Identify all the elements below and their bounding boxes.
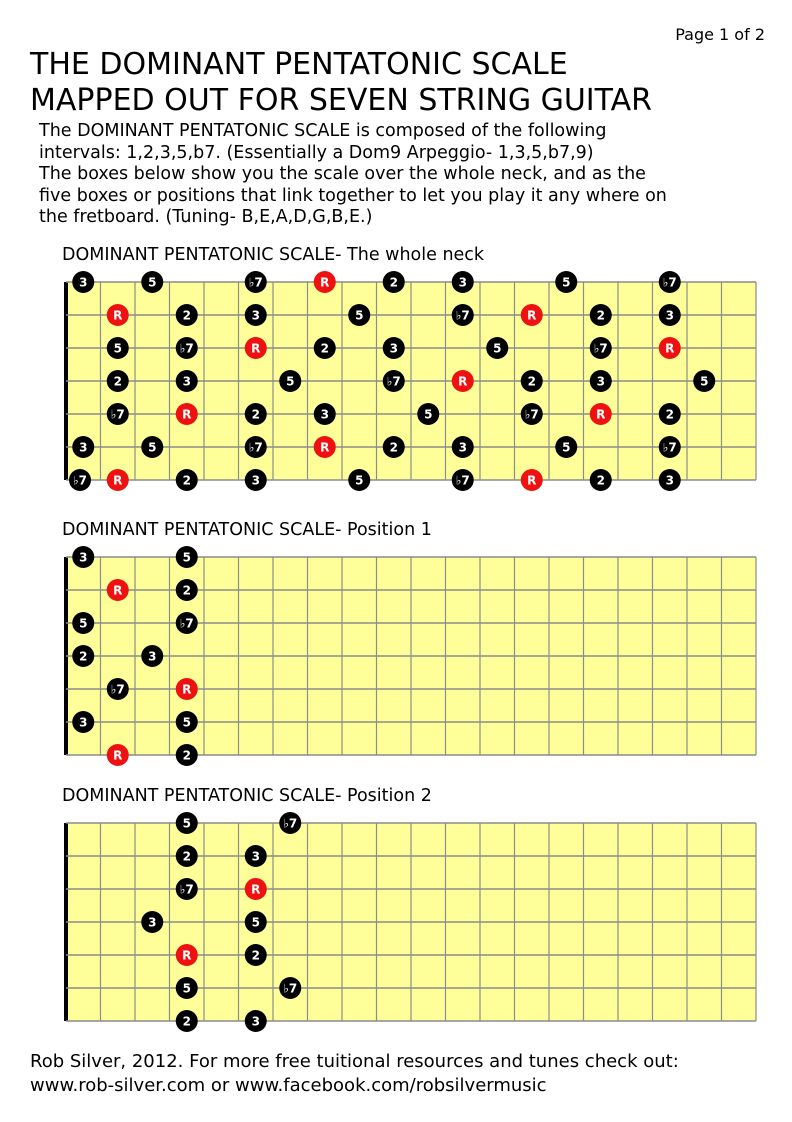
scale-note-dot — [279, 812, 301, 834]
scale-note-dot — [555, 271, 577, 293]
scale-note-dot — [72, 612, 94, 634]
intro-line-1: The DOMINANT PENTATONIC SCALE is composed of the following — [39, 121, 607, 141]
note-label: R — [527, 308, 537, 323]
root-note-dot — [107, 469, 129, 491]
note-label: ♭7 — [179, 341, 194, 356]
note-label: 2 — [113, 374, 122, 389]
note-label: R — [251, 882, 261, 897]
note-label: 5 — [79, 616, 88, 631]
root-note-dot — [107, 579, 129, 601]
scale-note-dot — [141, 436, 163, 458]
root-note-dot — [176, 944, 198, 966]
scale-note-dot — [69, 469, 91, 491]
scale-note-dot — [176, 337, 198, 359]
note-label: ♭7 — [386, 374, 401, 389]
scale-note-dot — [279, 370, 301, 392]
note-label: 5 — [113, 341, 122, 356]
scale-note-dot — [521, 403, 543, 425]
note-label: 2 — [182, 308, 191, 323]
scale-note-dot — [383, 370, 405, 392]
note-label: 3 — [251, 1014, 260, 1029]
note-label: 3 — [251, 849, 260, 864]
note-label: 3 — [596, 374, 605, 389]
note-label: 2 — [251, 407, 260, 422]
scale-note-dot — [555, 436, 577, 458]
note-label: 5 — [562, 440, 571, 455]
note-label: 3 — [79, 275, 88, 290]
note-label: 5 — [148, 440, 157, 455]
note-label: ♭7 — [110, 682, 125, 697]
intro-line-3: The boxes below show you the scale over the whole neck, and as the — [39, 164, 646, 184]
note-label: 2 — [182, 473, 191, 488]
note-label: 5 — [148, 275, 157, 290]
note-label: 5 — [251, 915, 260, 930]
scale-note-dot — [72, 271, 94, 293]
root-note-dot — [314, 436, 336, 458]
scale-note-dot — [348, 304, 370, 326]
root-note-dot — [314, 271, 336, 293]
note-label: R — [596, 407, 606, 422]
scale-note-dot — [72, 436, 94, 458]
note-label: 3 — [251, 308, 260, 323]
scale-note-dot — [314, 337, 336, 359]
footer — [30, 1050, 679, 1098]
note-label: 3 — [251, 473, 260, 488]
scale-note-dot — [383, 271, 405, 293]
note-label: R — [251, 341, 261, 356]
title-line-2: MAPPED OUT FOR SEVEN STRING GUITAR — [30, 83, 653, 118]
scale-note-dot — [245, 271, 267, 293]
note-label: R — [113, 308, 123, 323]
note-label: 3 — [148, 915, 157, 930]
footer-line-1: Rob Silver, 2012. For more free tuitional resources and tunes check out: — [30, 1051, 679, 1072]
note-label: 5 — [182, 816, 191, 831]
scale-note-dot — [176, 612, 198, 634]
note-label: 2 — [79, 649, 88, 664]
root-note-dot — [659, 337, 681, 359]
scale-note-dot — [452, 436, 474, 458]
note-label: 2 — [596, 308, 605, 323]
note-label: 5 — [182, 981, 191, 996]
note-label: ♭7 — [283, 981, 298, 996]
scale-note-dot — [176, 977, 198, 999]
scale-note-dot — [176, 812, 198, 834]
scale-note-dot — [72, 645, 94, 667]
scale-note-dot — [245, 403, 267, 425]
scale-note-dot — [383, 436, 405, 458]
scale-note-dot — [176, 469, 198, 491]
note-label: 3 — [320, 407, 329, 422]
note-label: R — [320, 440, 330, 455]
scale-note-dot — [693, 370, 715, 392]
root-note-dot — [521, 304, 543, 326]
fretboard-position-2 — [64, 803, 764, 1043]
note-label: 5 — [424, 407, 433, 422]
root-note-dot — [521, 469, 543, 491]
intro-line-4: five boxes or positions that link together to let you play it any where on — [39, 185, 667, 206]
note-label: 3 — [389, 341, 398, 356]
scale-note-dot — [107, 403, 129, 425]
scale-note-dot — [72, 711, 94, 733]
note-label: 5 — [182, 550, 191, 565]
diagram-title-position-2: DOMINANT PENTATONIC SCALE- Position 2 — [62, 786, 432, 806]
scale-note-dot — [279, 977, 301, 999]
note-label: 3 — [182, 374, 191, 389]
note-label: 3 — [79, 550, 88, 565]
scale-note-dot — [176, 744, 198, 766]
scale-note-dot — [141, 645, 163, 667]
scale-note-dot — [245, 845, 267, 867]
scale-note-dot — [245, 911, 267, 933]
page-number: Page 1 of 2 — [675, 25, 765, 44]
note-label: 5 — [700, 374, 709, 389]
scale-note-dot — [176, 878, 198, 900]
note-label: 3 — [148, 649, 157, 664]
scale-note-dot — [176, 1010, 198, 1032]
note-label: 3 — [458, 275, 467, 290]
note-label: ♭7 — [248, 440, 263, 455]
note-label: 2 — [527, 374, 536, 389]
note-label: ♭7 — [248, 275, 263, 290]
root-note-dot — [245, 337, 267, 359]
note-label: R — [665, 341, 675, 356]
scale-note-dot — [141, 271, 163, 293]
note-label: ♭7 — [283, 816, 298, 831]
scale-note-dot — [245, 436, 267, 458]
scale-note-dot — [348, 469, 370, 491]
scale-note-dot — [107, 370, 129, 392]
note-label: 2 — [182, 849, 191, 864]
scale-note-dot — [452, 271, 474, 293]
scale-note-dot — [245, 944, 267, 966]
note-label: 5 — [182, 715, 191, 730]
scale-note-dot — [452, 469, 474, 491]
scale-note-dot — [521, 370, 543, 392]
note-label: ♭7 — [455, 473, 470, 488]
note-label: 3 — [665, 308, 674, 323]
note-label: R — [182, 948, 192, 963]
note-label: 5 — [355, 308, 364, 323]
note-label: R — [113, 583, 123, 598]
scale-note-dot — [590, 337, 612, 359]
note-label: 2 — [665, 407, 674, 422]
note-label: ♭7 — [662, 440, 677, 455]
fretboard-position-1 — [64, 537, 764, 777]
note-label: 5 — [286, 374, 295, 389]
note-label: 2 — [182, 583, 191, 598]
scale-note-dot — [245, 469, 267, 491]
scale-note-dot — [590, 370, 612, 392]
note-label: R — [458, 374, 468, 389]
note-label: ♭7 — [455, 308, 470, 323]
note-label: 3 — [665, 473, 674, 488]
scale-note-dot — [452, 304, 474, 326]
scale-note-dot — [659, 469, 681, 491]
note-label: R — [182, 407, 192, 422]
note-label: 5 — [493, 341, 502, 356]
note-label: ♭7 — [179, 616, 194, 631]
root-note-dot — [452, 370, 474, 392]
scale-note-dot — [72, 546, 94, 568]
note-label: R — [527, 473, 537, 488]
scale-note-dot — [176, 845, 198, 867]
note-label: R — [182, 682, 192, 697]
scale-note-dot — [659, 436, 681, 458]
diagram-title-whole-neck: DOMINANT PENTATONIC SCALE- The whole neck — [62, 245, 485, 265]
scale-note-dot — [176, 546, 198, 568]
scale-note-dot — [314, 403, 336, 425]
intro-text — [39, 121, 769, 229]
scale-note-dot — [107, 337, 129, 359]
scale-note-dot — [176, 370, 198, 392]
note-label: ♭7 — [110, 407, 125, 422]
note-label: 5 — [562, 275, 571, 290]
scale-note-dot — [659, 271, 681, 293]
scale-note-dot — [245, 1010, 267, 1032]
scale-note-dot — [590, 469, 612, 491]
note-label: ♭7 — [179, 882, 194, 897]
scale-note-dot — [141, 911, 163, 933]
footer-line-2: www.rob-silver.com or www.facebook.com/robsilvermusic — [30, 1075, 547, 1096]
scale-note-dot — [245, 304, 267, 326]
scale-note-dot — [590, 304, 612, 326]
scale-note-dot — [659, 403, 681, 425]
note-label: 3 — [458, 440, 467, 455]
root-note-dot — [590, 403, 612, 425]
root-note-dot — [107, 744, 129, 766]
note-label: R — [320, 275, 330, 290]
note-label: R — [113, 473, 123, 488]
note-label: 3 — [79, 715, 88, 730]
title-line-1: THE DOMINANT PENTATONIC SCALE — [30, 47, 568, 82]
scale-note-dot — [486, 337, 508, 359]
note-label: 2 — [596, 473, 605, 488]
scale-note-dot — [383, 337, 405, 359]
root-note-dot — [245, 878, 267, 900]
scale-note-dot — [176, 711, 198, 733]
note-label: 3 — [79, 440, 88, 455]
note-label: 2 — [182, 748, 191, 763]
note-label: 2 — [389, 275, 398, 290]
note-label: 2 — [320, 341, 329, 356]
scale-note-dot — [659, 304, 681, 326]
note-label: ♭7 — [72, 473, 88, 488]
note-label: ♭7 — [524, 407, 539, 422]
root-note-dot — [176, 403, 198, 425]
intro-line-2: intervals: 1,2,3,5,b7. (Essentially a Dom9 Arpeggio- 1,3,5,b7,9) — [39, 142, 594, 163]
page-title — [30, 47, 652, 119]
scale-note-dot — [417, 403, 439, 425]
scale-note-dot — [107, 678, 129, 700]
note-label: ♭7 — [662, 275, 677, 290]
note-label: 2 — [389, 440, 398, 455]
root-note-dot — [176, 678, 198, 700]
note-label: 5 — [355, 473, 364, 488]
fretboard-whole-neck — [64, 262, 764, 502]
scale-note-dot — [176, 579, 198, 601]
note-label: ♭7 — [593, 341, 608, 356]
intro-line-5: the fretboard. (Tuning- B,E,A,D,G,B,E.) — [39, 207, 373, 227]
note-label: 2 — [182, 1014, 191, 1029]
scale-note-dot — [176, 304, 198, 326]
root-note-dot — [107, 304, 129, 326]
diagram-title-position-1: DOMINANT PENTATONIC SCALE- Position 1 — [62, 520, 432, 540]
note-label: 2 — [251, 948, 260, 963]
note-label: R — [113, 748, 123, 763]
